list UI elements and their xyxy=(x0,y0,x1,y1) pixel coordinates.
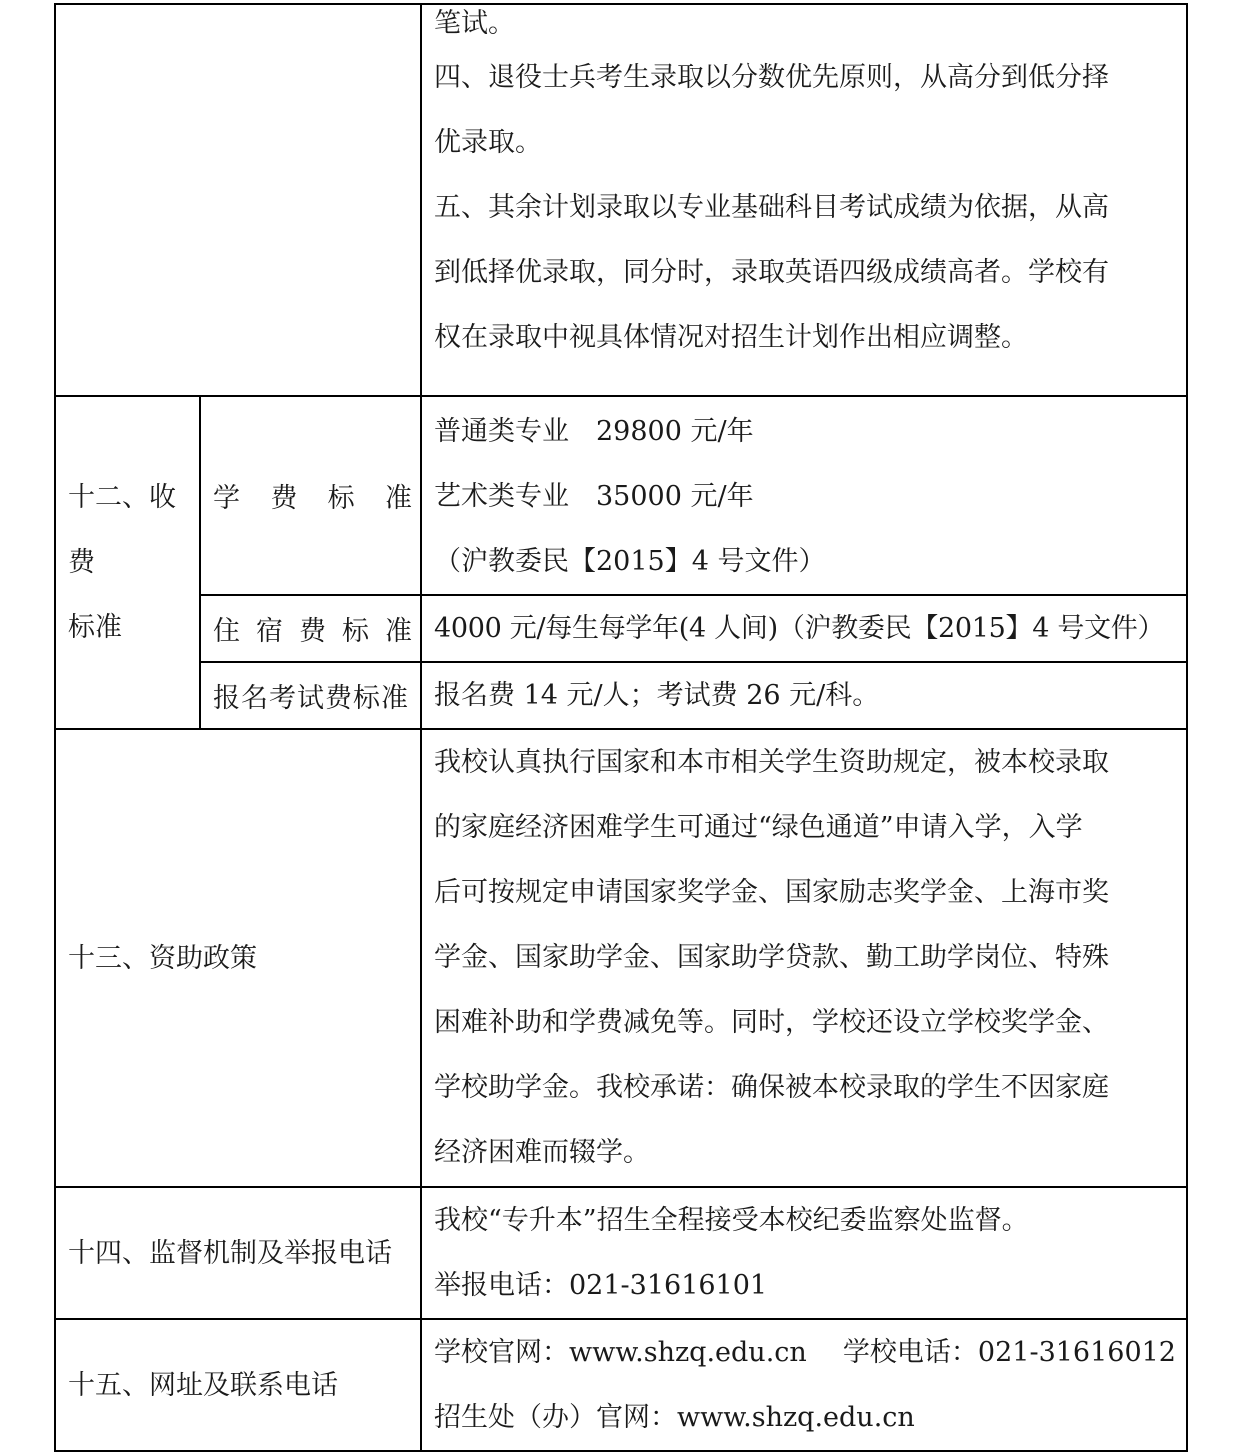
tuition-label-cell xyxy=(200,396,421,595)
accommodation-label-char: 标 xyxy=(342,616,369,647)
tuition-label-char: 费 xyxy=(270,483,298,514)
aid-label-cell xyxy=(55,729,421,1187)
contact-line xyxy=(434,1320,1176,1385)
admission-line: 到低择优录取，同分时，录取英语四级成绩高者。学校有 xyxy=(434,257,1109,288)
report-phone: 举报电话：021-31616101 xyxy=(434,1270,768,1301)
aid-line: 我校认真执行国家和本市相关学生资助规定，被本校录取 xyxy=(434,747,1109,778)
registration-text: 报名费 14 元/人；考试费 26 元/科。 xyxy=(434,680,880,711)
admission-line: 优录取。 xyxy=(434,127,542,158)
aid-line: 学校助学金。我校承诺：确保被本校录取的学生不因家庭 xyxy=(434,1072,1109,1103)
school-phone: 学校电话：021-31616012 xyxy=(842,1337,1176,1368)
tuition-row xyxy=(55,396,1187,595)
fees-label-line: 标准 xyxy=(68,612,122,643)
supervision-label: 十四、监督机制及举报电话 xyxy=(68,1237,392,1269)
tuition-detail-cell xyxy=(421,396,1187,595)
aid-line: 的家庭经济困难学生可通过“绿色通道”申请入学，入学 xyxy=(434,812,1083,843)
admission-line: 五、其余计划录取以专业基础科目考试成绩为依据，从高 xyxy=(434,192,1109,223)
registration-row xyxy=(55,662,1187,729)
accommodation-label-char: 住 xyxy=(213,616,240,647)
school-website: 学校官网：www.shzq.edu.cn xyxy=(434,1337,807,1368)
admission-line: 笔试。 xyxy=(434,8,515,39)
accommodation-label-char: 准 xyxy=(385,616,412,647)
aid-label: 十三、资助政策 xyxy=(68,942,257,974)
contact-row xyxy=(55,1319,1187,1451)
supervision-line: 我校“专升本”招生全程接受本校纪委监察处监督。 xyxy=(434,1205,1029,1236)
fees-section-label xyxy=(55,396,200,729)
accommodation-label-char: 费 xyxy=(299,616,326,647)
accommodation-row xyxy=(55,595,1187,662)
contact-label-cell xyxy=(55,1319,421,1451)
tuition-line: 艺术类专业 35000 元/年 xyxy=(434,481,754,512)
accommodation-label-cell xyxy=(200,595,421,662)
registration-label-cell xyxy=(200,662,421,729)
registration-label: 报名考试费标准 xyxy=(213,683,409,714)
admission-office-website: 招生处（办）官网：www.shzq.edu.cn xyxy=(434,1402,915,1433)
aid-detail-cell xyxy=(421,729,1187,1187)
tuition-line: 普通类专业 29800 元/年 xyxy=(434,416,754,447)
admission-line: 四、退役士兵考生录取以分数优先原则，从高分到低分择 xyxy=(434,62,1109,93)
tuition-label-char: 准 xyxy=(384,483,412,514)
supervision-detail-cell xyxy=(421,1187,1187,1319)
supervision-label-cell xyxy=(55,1187,421,1319)
admission-label-cell xyxy=(55,4,421,396)
contact-label: 十五、网址及联系电话 xyxy=(68,1369,338,1401)
admission-rules-cell xyxy=(421,4,1187,396)
accommodation-text: 4000 元/每生每学年(4 人间)（沪教委民【2015】4 号文件） xyxy=(434,613,1165,644)
fees-label-line: 十二、收费 xyxy=(68,482,176,578)
registration-detail-cell xyxy=(421,662,1187,729)
accommodation-label xyxy=(213,609,412,648)
tuition-label-char: 标 xyxy=(327,483,355,514)
admission-rules-row xyxy=(55,4,1187,396)
tuition-label-char: 学 xyxy=(213,483,240,514)
tuition-label xyxy=(213,476,412,515)
admission-line: 权在录取中视具体情况对招生计划作出相应调整。 xyxy=(434,322,1028,353)
accommodation-detail-cell xyxy=(421,595,1187,662)
aid-line: 困难补助和学费减免等。同时，学校还设立学校奖学金、 xyxy=(434,1007,1109,1038)
enrollment-info-table xyxy=(54,3,1188,1452)
aid-line: 后可按规定申请国家奖学金、国家励志奖学金、上海市奖 xyxy=(434,877,1109,908)
accommodation-label-char: 宿 xyxy=(256,616,283,647)
contact-detail-cell xyxy=(421,1319,1187,1451)
aid-line: 经济困难而辍学。 xyxy=(434,1137,650,1168)
supervision-row xyxy=(55,1187,1187,1319)
tuition-line: （沪教委民【2015】4 号文件） xyxy=(434,546,826,577)
aid-policy-row xyxy=(55,729,1187,1187)
aid-line: 学金、国家助学金、国家助学贷款、勤工助学岗位、特殊 xyxy=(434,942,1109,973)
